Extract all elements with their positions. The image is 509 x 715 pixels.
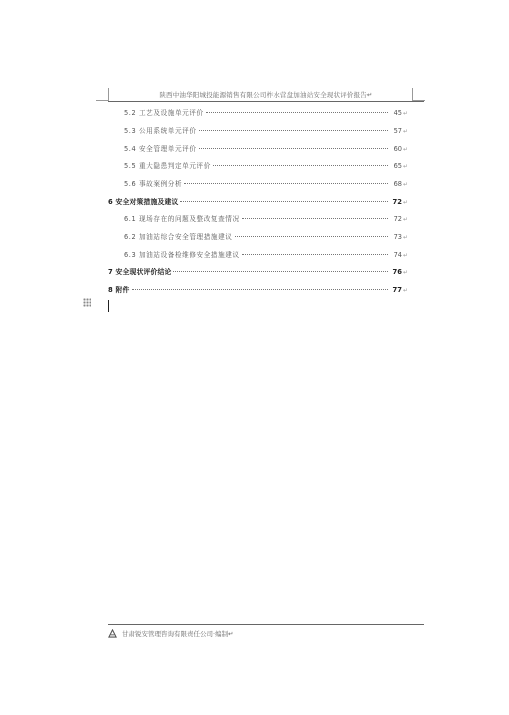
- toc-page-number: 73: [393, 233, 402, 241]
- toc-dot-leader: [242, 218, 388, 219]
- toc-page-number: 60: [393, 145, 402, 153]
- toc-page-number: 65: [393, 162, 402, 170]
- paragraph-mark: ↵: [402, 199, 408, 206]
- toc-dot-leader: [132, 289, 388, 290]
- paragraph-mark: ↵: [402, 269, 408, 276]
- page-footer: [108, 627, 234, 639]
- paragraph-mark: ↵: [402, 234, 408, 241]
- toc-page-number: 68: [393, 180, 402, 188]
- toc-entry[interactable]: [108, 266, 408, 278]
- toc-page-number: 72: [392, 198, 402, 206]
- toc-dot-leader: [173, 271, 387, 272]
- toc-entry[interactable]: [108, 196, 408, 208]
- toc-entry[interactable]: [124, 160, 408, 172]
- paragraph-mark: ↵: [402, 287, 408, 294]
- toc-page-number: 74: [393, 251, 402, 259]
- toc-page-number: 72: [393, 215, 402, 223]
- toc-entry-title: 5.5 重大隐患判定单元评价: [124, 162, 211, 170]
- paragraph-mark: ↵: [402, 181, 408, 188]
- toc-page-number: 57: [393, 127, 402, 135]
- footer-rule: [108, 624, 424, 625]
- toc-dot-leader: [199, 130, 388, 131]
- toc-entry-title: 8 附件: [108, 286, 130, 294]
- paragraph-mark: ↵: [402, 128, 408, 135]
- toc-dot-leader: [180, 201, 388, 202]
- page-header: 陕西中油华阳城投能源销售有限公司柞水营盘加油站安全现状评价报告↵: [159, 91, 373, 99]
- toc-entry-title: 6.3 加油站设备检维修安全措施建议: [124, 251, 240, 259]
- toc-dot-leader: [235, 236, 388, 237]
- toc-entry-title: 6.2 加油站综合安全管理措施建议: [124, 233, 233, 241]
- toc-entry[interactable]: [108, 284, 408, 296]
- toc-page-number: 76: [392, 268, 402, 276]
- toc-entry[interactable]: [124, 143, 408, 155]
- toc-entry[interactable]: [124, 213, 408, 225]
- toc-entry[interactable]: [124, 107, 408, 119]
- paragraph-mark: ↵: [402, 110, 408, 117]
- paragraph-mark: ↵: [402, 216, 408, 223]
- toc-page-number: 77: [392, 286, 402, 294]
- toc-dot-leader: [206, 112, 388, 113]
- toc-entry-title: 5.2 工艺及设施单元评价: [124, 109, 204, 117]
- toc-dot-leader: [213, 165, 388, 166]
- company-logo-icon: [108, 629, 117, 638]
- paragraph-mark: ↵: [402, 163, 408, 170]
- toc-entry-title: 5.3 公用系统单元评价: [124, 127, 197, 135]
- footer-text: 甘肃锐安管理咨询有限责任公司·编制↵: [122, 629, 234, 638]
- toc-entry[interactable]: [124, 249, 408, 261]
- toc-page-number: 45: [393, 109, 402, 117]
- toc-entry-title: 5.4 安全管理单元评价: [124, 145, 197, 153]
- toc-entry[interactable]: [124, 125, 408, 137]
- toc-entry[interactable]: [124, 231, 408, 243]
- header-rule: [108, 101, 424, 102]
- toc-entry-title: 7 安全现状评价结论: [108, 268, 172, 276]
- toc-dot-leader: [199, 148, 388, 149]
- toc-entry-title: 6.1 现场存在的问题及整改复查情况: [124, 215, 240, 223]
- toc-dot-leader: [242, 254, 388, 255]
- toc-entry[interactable]: [124, 178, 408, 190]
- text-cursor: [108, 300, 109, 312]
- toc-dot-leader: [184, 183, 388, 184]
- paragraph-mark: ↵: [402, 146, 408, 153]
- table-move-handle-icon[interactable]: [83, 298, 91, 307]
- toc-entry-title: 5.6 事故案例分析: [124, 180, 183, 188]
- paragraph-mark: ↵: [402, 252, 408, 259]
- toc-entry-title: 6 安全对策措施及建议: [108, 198, 179, 206]
